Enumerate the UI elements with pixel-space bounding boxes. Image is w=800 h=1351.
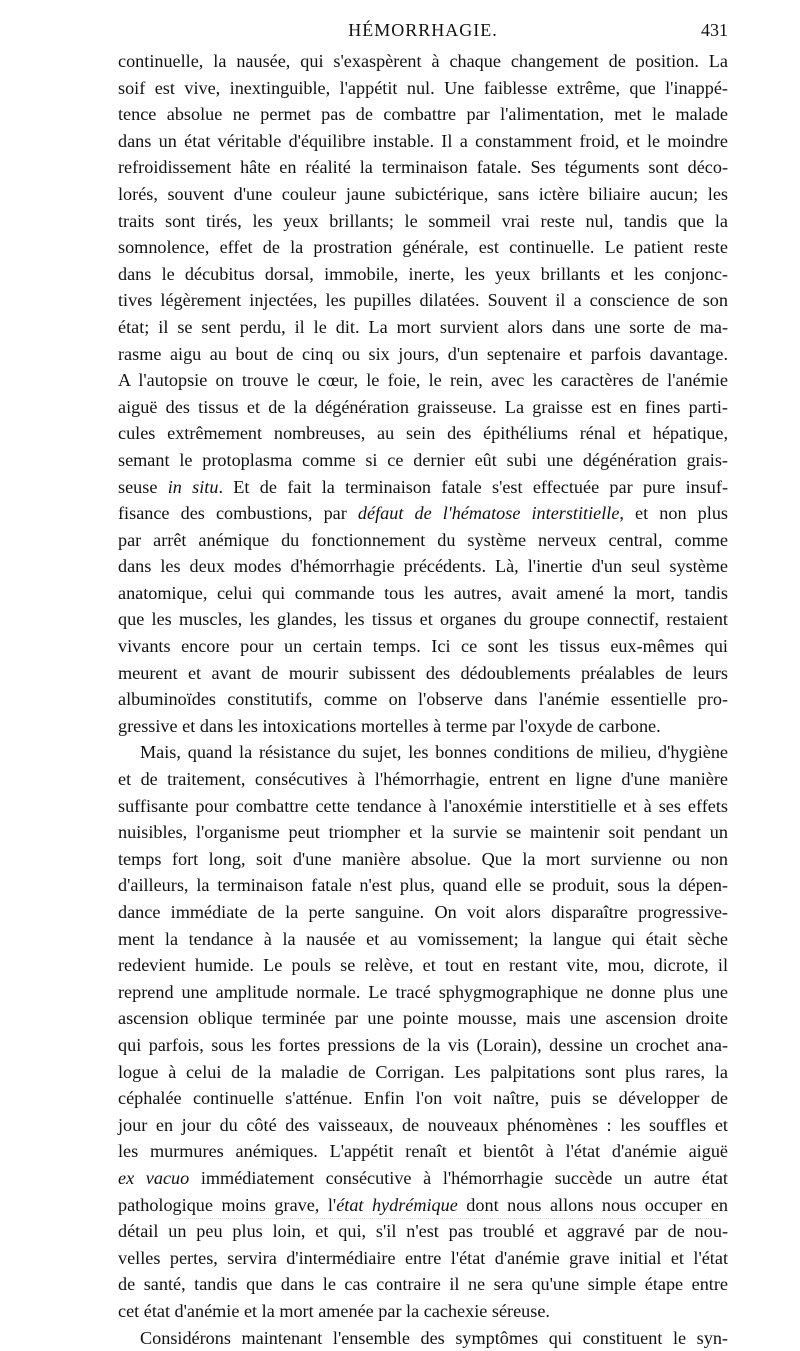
text-line: albuminoïdes constitutifs, comme on l'observe dans l'anémie essentielle pro- <box>118 686 728 713</box>
text-line: les murmures anémiques. L'appétit renaît et bientôt à l'état d'anémie aiguë <box>118 1138 728 1165</box>
text-line: somnolence, effet de la prostration générale, est continuelle. Le patient reste <box>118 234 728 261</box>
text-line: reprend une amplitude normale. Le tracé sphygmographique ne donne plus une <box>118 979 728 1006</box>
text-line: jour en jour du côté des vaisseaux, de nouveaux phénomènes : les souffles et <box>118 1112 728 1139</box>
text-line: par arrêt anémique du fonctionnement du système nerveux central, comme <box>118 527 728 554</box>
text-line: Mais, quand la résistance du sujet, les bonnes conditions de milieu, d'hygiène <box>118 739 728 766</box>
text-line: ment la tendance à la nausée et au vomissement; la langue qui était sèche <box>118 926 728 953</box>
text-line: ascension oblique terminée par une pointe mousse, mais une ascension droite <box>118 1005 728 1032</box>
text-line: que les muscles, les glandes, les tissus et organes du groupe connectif, restaient <box>118 606 728 633</box>
text-line: redevient humide. Le pouls se relève, et tout en restant vite, mou, dicrote, il <box>118 952 728 979</box>
text-line: dans le décubitus dorsal, immobile, inerte, les yeux brillants et les conjonc- <box>118 261 728 288</box>
page-number: 431 <box>701 20 728 41</box>
text-line: tives légèrement injectées, les pupilles dilatées. Souvent il a conscience de son <box>118 287 728 314</box>
text-line: suffisante pour combattre cette tendance à l'anoxémie interstitielle et à ses effets <box>118 793 728 820</box>
text-line: céphalée continuelle s'atténue. Enfin l'on voit naître, puis se développer de <box>118 1085 728 1112</box>
text-line: qui parfois, sous les fortes pressions de la vis (Lorain), dessine un crochet ana- <box>118 1032 728 1059</box>
text-line: gressive et dans les intoxications mortelles à terme par l'oxyde de carbone. <box>118 713 728 740</box>
text-line: ex vacuo immédiatement consécutive à l'hémorrhagie succède un autre état <box>118 1165 728 1192</box>
text-line: seuse in situ. Et de fait la terminaison fatale s'est effectuée par pure insuf- <box>118 474 728 501</box>
text-line: cet état d'anémie et la mort amenée par la cachexie séreuse. <box>118 1298 728 1325</box>
text-line: tence absolue ne permet pas de combattre par l'alimentation, met le malade <box>118 101 728 128</box>
text-line: de santé, tandis que dans le cas contraire il ne sera qu'une simple étape entre <box>118 1271 728 1298</box>
text-line: lorés, souvent d'une couleur jaune subictérique, sans ictère biliaire aucun; les <box>118 181 728 208</box>
text-line: semant le protoplasma comme si ce dernier eût subi une dégénération grais- <box>118 447 728 474</box>
text-line: continuelle, la nausée, qui s'exaspèrent à chaque changement de position. La <box>118 48 728 75</box>
text-line: logue à celui de la maladie de Corrigan. Les palpitations sont plus rares, la <box>118 1059 728 1086</box>
text-line: A l'autopsie on trouve le cœur, le foie, le rein, avec les caractères de l'anémie <box>118 367 728 394</box>
text-line: temps fort long, soit d'une manière absolue. Que la mort survienne ou non <box>118 846 728 873</box>
text-line: fisance des combustions, par défaut de l'hématose interstitielle, et non plus <box>118 500 728 527</box>
text-line: pathologique moins grave, l'état hydrémique dont nous allons nous occuper en <box>118 1192 728 1219</box>
text-line: cules extrêmement nombreuses, au sein des épithéliums rénal et hépatique, <box>118 420 728 447</box>
text-line: soif est vive, inextinguible, l'appétit nul. Une faiblesse extrême, que l'inappé- <box>118 75 728 102</box>
body-text <box>118 48 728 1351</box>
running-head <box>118 20 728 46</box>
bottom-margin-specks <box>175 1218 715 1227</box>
text-line: et de traitement, consécutives à l'hémorrhagie, entrent en ligne d'une manière <box>118 766 728 793</box>
text-line: refroidissement hâte en réalité la terminaison fatale. Ses téguments sont déco- <box>118 154 728 181</box>
text-line: rasme aigu au bout de cinq ou six jours, d'un septenaire et parfois davantage. <box>118 341 728 368</box>
text-line: traits sont tirés, les yeux brillants; le sommeil vrai reste nul, tandis que la <box>118 208 728 235</box>
running-title: HÉMORRHAGIE. <box>118 20 728 41</box>
text-line: d'ailleurs, la terminaison fatale n'est plus, quand elle se produit, sous la dépen- <box>118 872 728 899</box>
text-line: état; il se sent perdu, il le dit. La mort survient alors dans une sorte de ma- <box>118 314 728 341</box>
text-line: meurent et avant de mourir subissent des dédoublements préalables de leurs <box>118 660 728 687</box>
text-line: anatomique, celui qui commande tous les autres, avait amené la mort, tandis <box>118 580 728 607</box>
text-line: dance immédiate de la perte sanguine. On voit alors disparaître progressive- <box>118 899 728 926</box>
text-line: détail un peu plus loin, et qui, s'il n'est pas troublé et aggravé par de nou- <box>118 1218 728 1245</box>
text-line: nuisibles, l'organisme peut triompher et la survie se maintenir soit pendant un <box>118 819 728 846</box>
text-line: dans les deux modes d'hémorrhagie précédents. Là, l'inertie d'un seul système <box>118 553 728 580</box>
text-line: vivants encore pour un certain temps. Ici ce sont les tissus eux-mêmes qui <box>118 633 728 660</box>
text-line: dans un état véritable d'équilibre instable. Il a constamment froid, et le moindre <box>118 128 728 155</box>
text-line: aiguë des tissus et de la dégénération graisseuse. La graisse est en fines parti- <box>118 394 728 421</box>
text-line: velles pertes, servira d'intermédiaire entre l'état d'anémie grave initial et l'état <box>118 1245 728 1272</box>
text-line: Considérons maintenant l'ensemble des symptômes qui constituent le syn- <box>118 1325 728 1351</box>
